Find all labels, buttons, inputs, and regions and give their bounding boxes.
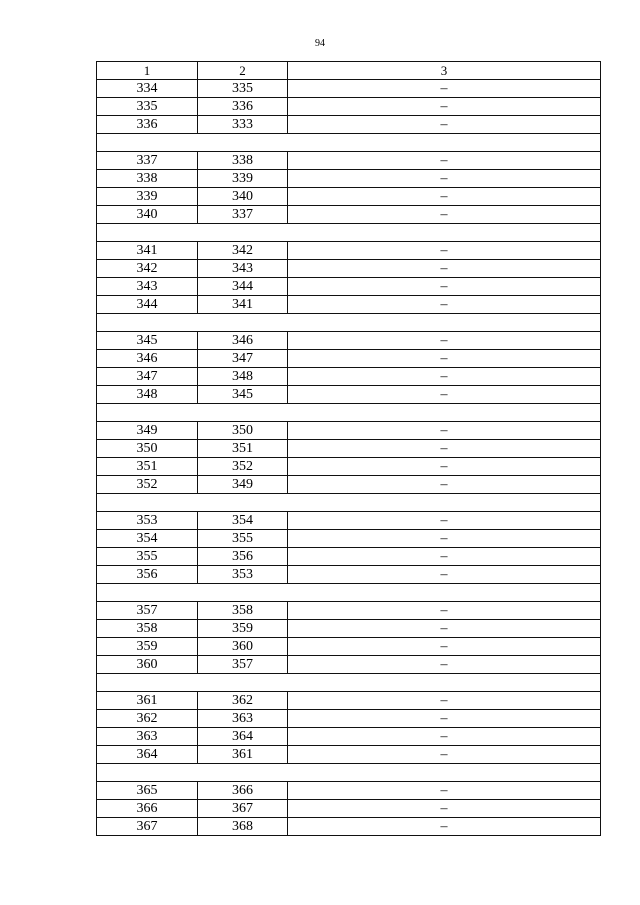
table-cell-col-2: 348: [198, 368, 288, 386]
table-cell-col-1: 347: [97, 368, 198, 386]
table-cell-col-1: 350: [97, 440, 198, 458]
table-cell-col-2: 366: [198, 782, 288, 800]
table-cell-col-1: 342: [97, 260, 198, 278]
table-row: [97, 152, 601, 170]
table-cell-col-3: –: [288, 80, 601, 98]
group-separator-cell: [97, 134, 601, 152]
table-row: [97, 548, 601, 566]
group-separator-row: [97, 404, 601, 422]
table-cell-col-1: 340: [97, 206, 198, 224]
table-cell-col-3: –: [288, 332, 601, 350]
group-separator-cell: [97, 674, 601, 692]
table-cell-col-3: –: [288, 422, 601, 440]
table-cell-col-1: 361: [97, 692, 198, 710]
table-row: [97, 278, 601, 296]
table-row: [97, 530, 601, 548]
table-row: [97, 350, 601, 368]
table-row: [97, 656, 601, 674]
table-cell-col-3: –: [288, 242, 601, 260]
group-separator-cell: [97, 224, 601, 242]
table-cell-col-2: 362: [198, 692, 288, 710]
table-cell-col-1: 366: [97, 800, 198, 818]
table-row: [97, 242, 601, 260]
table-cell-col-3: –: [288, 206, 601, 224]
table-cell-col-1: 357: [97, 602, 198, 620]
table-cell-col-2: 335: [198, 80, 288, 98]
table-cell-col-3: –: [288, 98, 601, 116]
table-row: [97, 98, 601, 116]
table-cell-col-1: 364: [97, 746, 198, 764]
table-cell-col-3: –: [288, 368, 601, 386]
table-row: [97, 422, 601, 440]
table-cell-col-2: 355: [198, 530, 288, 548]
table-cell-col-2: 364: [198, 728, 288, 746]
table-cell-col-2: 368: [198, 818, 288, 836]
table-cell-col-3: –: [288, 476, 601, 494]
table-row: [97, 260, 601, 278]
table-cell-col-1: 358: [97, 620, 198, 638]
table-cell-col-3: –: [288, 602, 601, 620]
page-number: 94: [315, 38, 325, 49]
table-row: [97, 710, 601, 728]
table-row: [97, 782, 601, 800]
table-cell-col-2: 367: [198, 800, 288, 818]
group-separator-cell: [97, 764, 601, 782]
table-row: [97, 638, 601, 656]
table-cell-col-2: 342: [198, 242, 288, 260]
table-cell-col-3: –: [288, 278, 601, 296]
table-row: [97, 296, 601, 314]
group-separator-cell: [97, 584, 601, 602]
table-cell-col-3: –: [288, 152, 601, 170]
table-cell-col-2: 343: [198, 260, 288, 278]
table-cell-col-2: 347: [198, 350, 288, 368]
table-cell-col-1: 348: [97, 386, 198, 404]
table-cell-col-1: 356: [97, 566, 198, 584]
table-cell-col-2: 361: [198, 746, 288, 764]
table-cell-col-3: –: [288, 566, 601, 584]
table-row: [97, 512, 601, 530]
table-cell-col-1: 343: [97, 278, 198, 296]
table-cell-col-1: 351: [97, 458, 198, 476]
table-row: [97, 818, 601, 836]
group-separator-cell: [97, 314, 601, 332]
table-cell-col-1: 359: [97, 638, 198, 656]
table-cell-col-3: –: [288, 458, 601, 476]
table-cell-col-2: 356: [198, 548, 288, 566]
table-cell-col-3: –: [288, 260, 601, 278]
table-cell-col-3: –: [288, 656, 601, 674]
table-cell-col-2: 345: [198, 386, 288, 404]
table-row: [97, 332, 601, 350]
table-row: [97, 692, 601, 710]
table-cell-col-3: –: [288, 188, 601, 206]
table-cell-col-1: 346: [97, 350, 198, 368]
group-separator-row: [97, 494, 601, 512]
column-header-2: 2: [198, 62, 288, 80]
table-row: [97, 620, 601, 638]
table-cell-col-2: 339: [198, 170, 288, 188]
table-cell-col-2: 351: [198, 440, 288, 458]
table-cell-col-3: –: [288, 800, 601, 818]
table-cell-col-1: 335: [97, 98, 198, 116]
table-cell-col-3: –: [288, 116, 601, 134]
table-cell-col-2: 341: [198, 296, 288, 314]
table-cell-col-2: 357: [198, 656, 288, 674]
table-row: [97, 206, 601, 224]
table-header-row: [97, 62, 601, 80]
group-separator-row: [97, 584, 601, 602]
table-cell-col-2: 350: [198, 422, 288, 440]
table-row: [97, 188, 601, 206]
table-cell-col-1: 338: [97, 170, 198, 188]
table-cell-col-2: 359: [198, 620, 288, 638]
table-cell-col-1: 345: [97, 332, 198, 350]
group-separator-row: [97, 314, 601, 332]
group-separator-cell: [97, 404, 601, 422]
table-cell-col-3: –: [288, 746, 601, 764]
table-cell-col-1: 362: [97, 710, 198, 728]
table-cell-col-2: 358: [198, 602, 288, 620]
table-cell-col-3: –: [288, 530, 601, 548]
table-cell-col-1: 336: [97, 116, 198, 134]
table-row: [97, 440, 601, 458]
table-cell-col-2: 360: [198, 638, 288, 656]
table-cell-col-3: –: [288, 440, 601, 458]
table-cell-col-3: –: [288, 548, 601, 566]
table-cell-col-1: 360: [97, 656, 198, 674]
table-cell-col-2: 344: [198, 278, 288, 296]
table-cell-col-2: 363: [198, 710, 288, 728]
table-row: [97, 116, 601, 134]
table-cell-col-1: 334: [97, 80, 198, 98]
table-cell-col-3: –: [288, 728, 601, 746]
table-row: [97, 458, 601, 476]
table-cell-col-2: 352: [198, 458, 288, 476]
table-cell-col-2: 354: [198, 512, 288, 530]
table-row: [97, 170, 601, 188]
table-cell-col-2: 333: [198, 116, 288, 134]
data-table: [96, 61, 601, 836]
table-cell-col-1: 367: [97, 818, 198, 836]
column-header-1: 1: [97, 62, 198, 80]
table-cell-col-1: 355: [97, 548, 198, 566]
table-row: [97, 386, 601, 404]
column-header-3: 3: [288, 62, 601, 80]
table-row: [97, 476, 601, 494]
table-cell-col-3: –: [288, 512, 601, 530]
table-cell-col-2: 349: [198, 476, 288, 494]
table-cell-col-1: 337: [97, 152, 198, 170]
table-cell-col-3: –: [288, 350, 601, 368]
table-row: [97, 800, 601, 818]
table-cell-col-2: 336: [198, 98, 288, 116]
group-separator-row: [97, 764, 601, 782]
table-row: [97, 746, 601, 764]
table-cell-col-3: –: [288, 638, 601, 656]
table-row: [97, 728, 601, 746]
table-row: [97, 368, 601, 386]
table-row: [97, 80, 601, 98]
table-body: [97, 80, 601, 836]
table-cell-col-2: 353: [198, 566, 288, 584]
table-cell-col-3: –: [288, 818, 601, 836]
table-cell-col-3: –: [288, 692, 601, 710]
table-cell-col-3: –: [288, 386, 601, 404]
table-cell-col-1: 344: [97, 296, 198, 314]
table-cell-col-1: 352: [97, 476, 198, 494]
table-cell-col-1: 354: [97, 530, 198, 548]
table-cell-col-1: 365: [97, 782, 198, 800]
group-separator-row: [97, 674, 601, 692]
group-separator-cell: [97, 494, 601, 512]
table-cell-col-1: 349: [97, 422, 198, 440]
table-cell-col-1: 341: [97, 242, 198, 260]
table-cell-col-3: –: [288, 620, 601, 638]
table-cell-col-1: 353: [97, 512, 198, 530]
table-cell-col-2: 346: [198, 332, 288, 350]
table-cell-col-1: 363: [97, 728, 198, 746]
group-separator-row: [97, 134, 601, 152]
table-row: [97, 566, 601, 584]
table-cell-col-3: –: [288, 710, 601, 728]
table-cell-col-2: 337: [198, 206, 288, 224]
table-cell-col-2: 338: [198, 152, 288, 170]
table-cell-col-3: –: [288, 170, 601, 188]
table-cell-col-2: 340: [198, 188, 288, 206]
table-cell-col-3: –: [288, 296, 601, 314]
table-row: [97, 602, 601, 620]
table-cell-col-1: 339: [97, 188, 198, 206]
table-cell-col-3: –: [288, 782, 601, 800]
group-separator-row: [97, 224, 601, 242]
